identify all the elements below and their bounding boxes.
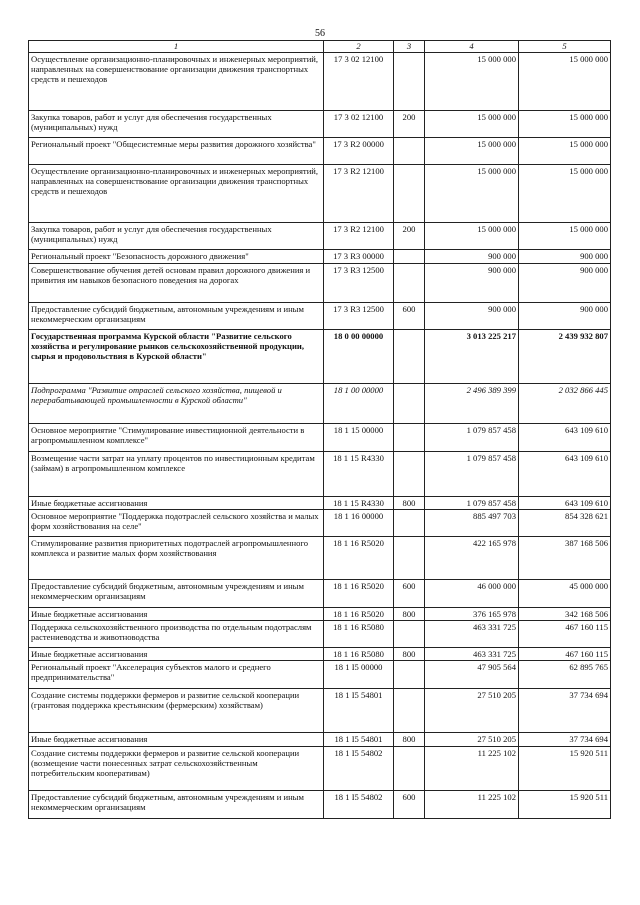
table-row — [29, 165, 611, 223]
row-expense-type-cell: 800 — [394, 733, 425, 747]
header-cell-vr: 3 — [394, 41, 425, 53]
table-row — [29, 791, 611, 819]
row-amount-year1-cell: 1 079 857 458 — [425, 452, 519, 497]
table-row — [29, 303, 611, 330]
row-name-cell: Иные бюджетные ассигнования — [29, 608, 324, 621]
row-name-cell: Осуществление организационно-планировочных и инженерных мероприятий, направленных на совершенствование организации движения транспортных средств и пешеходов — [29, 53, 324, 111]
table-row — [29, 689, 611, 733]
table-row — [29, 661, 611, 689]
row-name-cell: Региональный проект "Общесистемные меры развития дорожного хозяйства" — [29, 138, 324, 165]
row-code-cell: 18 1 15 R4330 — [324, 452, 394, 497]
row-expense-type-cell — [394, 537, 425, 580]
budget-table-body — [29, 41, 611, 819]
row-code-cell: 18 1 I5 54801 — [324, 733, 394, 747]
row-amount-year1-cell: 15 000 000 — [425, 53, 519, 111]
row-code-cell: 17 3 R2 12100 — [324, 165, 394, 223]
row-name-cell: Закупка товаров, работ и услуг для обеспечения государственных (муниципальных) нужд — [29, 111, 324, 138]
row-amount-year2-cell: 643 109 610 — [519, 424, 611, 452]
row-expense-type-cell — [394, 264, 425, 303]
row-expense-type-cell: 800 — [394, 648, 425, 661]
row-amount-year2-cell: 45 000 000 — [519, 580, 611, 608]
row-name-cell: Предоставление субсидий бюджетным, автономным учреждениям и иным некоммерческим организациям — [29, 580, 324, 608]
row-expense-type-cell — [394, 510, 425, 537]
row-amount-year1-cell: 27 510 205 — [425, 733, 519, 747]
row-amount-year2-cell: 643 109 610 — [519, 452, 611, 497]
row-code-cell: 18 1 16 R5080 — [324, 621, 394, 648]
table-row — [29, 537, 611, 580]
row-amount-year1-cell: 422 165 978 — [425, 537, 519, 580]
table-row — [29, 608, 611, 621]
row-amount-year1-cell: 463 331 725 — [425, 621, 519, 648]
row-amount-year2-cell: 15 000 000 — [519, 111, 611, 138]
row-expense-type-cell — [394, 689, 425, 733]
table-row — [29, 330, 611, 384]
row-name-cell: Создание системы поддержки фермеров и развитие сельской кооперации (грантовая поддержка крестьянским (фермерским) хозяйствам) — [29, 689, 324, 733]
row-amount-year2-cell: 900 000 — [519, 264, 611, 303]
row-expense-type-cell — [394, 424, 425, 452]
row-amount-year1-cell: 27 510 205 — [425, 689, 519, 733]
row-amount-year2-cell: 342 168 506 — [519, 608, 611, 621]
row-expense-type-cell — [394, 384, 425, 424]
row-name-cell: Предоставление субсидий бюджетным, автономным учреждениям и иным некоммерческим организациям — [29, 303, 324, 330]
header-cell-name: 1 — [29, 41, 324, 53]
row-name-cell: Стимулирование развития приоритетных подотраслей агропромышленного комплекса и развитие малых форм хозяйствования — [29, 537, 324, 580]
row-name-cell: Поддержка сельскохозяйственного производства по отдельным подотраслям растениеводства и животноводства — [29, 621, 324, 648]
row-code-cell: 18 1 15 R4330 — [324, 497, 394, 510]
row-expense-type-cell — [394, 621, 425, 648]
row-expense-type-cell: 800 — [394, 497, 425, 510]
row-amount-year2-cell: 15 000 000 — [519, 53, 611, 111]
row-amount-year1-cell: 11 225 102 — [425, 791, 519, 819]
row-amount-year1-cell: 885 497 703 — [425, 510, 519, 537]
row-expense-type-cell — [394, 747, 425, 791]
row-amount-year1-cell: 46 000 000 — [425, 580, 519, 608]
row-name-cell: Региональный проект "Безопасность дорожного движения" — [29, 250, 324, 264]
row-amount-year2-cell: 37 734 694 — [519, 689, 611, 733]
row-code-cell: 18 1 I5 54801 — [324, 689, 394, 733]
row-code-cell: 18 1 I5 00000 — [324, 661, 394, 689]
row-code-cell: 18 1 I5 54802 — [324, 791, 394, 819]
row-name-cell: Иные бюджетные ассигнования — [29, 733, 324, 747]
page-number: 56 — [315, 28, 325, 39]
row-code-cell: 17 3 R2 00000 — [324, 138, 394, 165]
row-name-cell: Государственная программа Курской области "Развитие сельского хозяйства и регулирование рынков сельскохозяйственной продукции, сырья и продовольствия в Курской области" — [29, 330, 324, 384]
row-amount-year2-cell: 2 032 866 445 — [519, 384, 611, 424]
row-code-cell: 18 1 16 R5020 — [324, 537, 394, 580]
row-name-cell: Предоставление субсидий бюджетным, автономным учреждениям и иным некоммерческим организациям — [29, 791, 324, 819]
row-amount-year2-cell: 900 000 — [519, 250, 611, 264]
header-cell-year2: 5 — [519, 41, 611, 53]
row-amount-year1-cell: 3 013 225 217 — [425, 330, 519, 384]
row-code-cell: 17 3 02 12100 — [324, 53, 394, 111]
row-expense-type-cell — [394, 452, 425, 497]
row-amount-year1-cell: 15 000 000 — [425, 111, 519, 138]
row-name-cell: Подпрограмма "Развитие отраслей сельского хозяйства, пищевой и перерабатывающей промышленности в Курской области" — [29, 384, 324, 424]
row-amount-year1-cell: 1 079 857 458 — [425, 424, 519, 452]
table-row — [29, 510, 611, 537]
row-amount-year2-cell: 15 000 000 — [519, 138, 611, 165]
row-expense-type-cell: 600 — [394, 580, 425, 608]
table-row — [29, 580, 611, 608]
row-name-cell: Региональный проект "Акселерация субъектов малого и среднего предпринимательства" — [29, 661, 324, 689]
row-amount-year2-cell: 15 000 000 — [519, 223, 611, 250]
row-code-cell: 18 1 15 00000 — [324, 424, 394, 452]
table-row — [29, 264, 611, 303]
table-row — [29, 733, 611, 747]
row-expense-type-cell — [394, 138, 425, 165]
row-amount-year2-cell: 15 920 511 — [519, 791, 611, 819]
row-code-cell: 18 1 00 00000 — [324, 384, 394, 424]
row-code-cell: 18 1 16 R5020 — [324, 580, 394, 608]
table-row — [29, 223, 611, 250]
row-amount-year2-cell: 467 160 115 — [519, 621, 611, 648]
row-expense-type-cell — [394, 53, 425, 111]
row-amount-year2-cell: 854 328 621 — [519, 510, 611, 537]
row-expense-type-cell: 600 — [394, 791, 425, 819]
row-amount-year1-cell: 15 000 000 — [425, 138, 519, 165]
table-row — [29, 111, 611, 138]
row-expense-type-cell — [394, 250, 425, 264]
row-amount-year1-cell: 900 000 — [425, 264, 519, 303]
table-row — [29, 138, 611, 165]
row-amount-year1-cell: 11 225 102 — [425, 747, 519, 791]
table-row — [29, 621, 611, 648]
row-amount-year1-cell: 463 331 725 — [425, 648, 519, 661]
row-amount-year2-cell: 643 109 610 — [519, 497, 611, 510]
row-name-cell: Иные бюджетные ассигнования — [29, 497, 324, 510]
budget-table — [28, 40, 611, 819]
row-name-cell: Осуществление организационно-планировочных и инженерных мероприятий, направленных на совершенствование организации движения транспортных средств и пешеходов — [29, 165, 324, 223]
row-name-cell: Создание системы поддержки фермеров и развитие сельской кооперации (возмещение части понесенных затрат сельскохозяйственным потребительским кооперативам) — [29, 747, 324, 791]
row-amount-year2-cell: 387 168 506 — [519, 537, 611, 580]
row-amount-year1-cell: 900 000 — [425, 250, 519, 264]
table-row — [29, 648, 611, 661]
row-code-cell: 18 0 00 00000 — [324, 330, 394, 384]
table-row — [29, 424, 611, 452]
row-amount-year2-cell: 15 920 511 — [519, 747, 611, 791]
row-amount-year1-cell: 15 000 000 — [425, 223, 519, 250]
row-name-cell: Закупка товаров, работ и услуг для обеспечения государственных (муниципальных) нужд — [29, 223, 324, 250]
row-name-cell: Возмещение части затрат на уплату процентов по инвестиционным кредитам (займам) в агропромышленном комплексе — [29, 452, 324, 497]
row-expense-type-cell: 800 — [394, 608, 425, 621]
row-code-cell: 18 1 16 R5080 — [324, 648, 394, 661]
table-row — [29, 53, 611, 111]
row-amount-year1-cell: 900 000 — [425, 303, 519, 330]
row-amount-year1-cell: 1 079 857 458 — [425, 497, 519, 510]
table-header-row — [29, 41, 611, 53]
row-code-cell: 17 3 R3 12500 — [324, 303, 394, 330]
row-name-cell: Совершенствование обучения детей основам правил дорожного движения и привития им навыков безопасного поведения на дорогах — [29, 264, 324, 303]
row-amount-year1-cell: 2 496 389 399 — [425, 384, 519, 424]
row-expense-type-cell — [394, 661, 425, 689]
row-code-cell: 17 3 R3 00000 — [324, 250, 394, 264]
row-code-cell: 18 1 I5 54802 — [324, 747, 394, 791]
row-amount-year2-cell: 62 895 765 — [519, 661, 611, 689]
row-amount-year1-cell: 376 165 978 — [425, 608, 519, 621]
row-expense-type-cell — [394, 330, 425, 384]
row-expense-type-cell: 600 — [394, 303, 425, 330]
row-name-cell: Основное мероприятие "Стимулирование инвестиционной деятельности в агропромышленном комплексе" — [29, 424, 324, 452]
row-amount-year2-cell: 15 000 000 — [519, 165, 611, 223]
row-amount-year2-cell: 37 734 694 — [519, 733, 611, 747]
header-cell-year1: 4 — [425, 41, 519, 53]
row-code-cell: 17 3 R3 12500 — [324, 264, 394, 303]
row-code-cell: 18 1 16 R5020 — [324, 608, 394, 621]
row-amount-year2-cell: 900 000 — [519, 303, 611, 330]
table-row — [29, 497, 611, 510]
row-amount-year2-cell: 2 439 932 807 — [519, 330, 611, 384]
table-row — [29, 384, 611, 424]
row-amount-year1-cell: 47 905 564 — [425, 661, 519, 689]
table-row — [29, 452, 611, 497]
table-row — [29, 747, 611, 791]
header-cell-code: 2 — [324, 41, 394, 53]
row-name-cell: Основное мероприятие "Поддержка подотраслей сельского хозяйства и малых форм хозяйствования на селе" — [29, 510, 324, 537]
row-code-cell: 18 1 16 00000 — [324, 510, 394, 537]
row-amount-year1-cell: 15 000 000 — [425, 165, 519, 223]
row-expense-type-cell: 200 — [394, 111, 425, 138]
row-code-cell: 17 3 R2 12100 — [324, 223, 394, 250]
table-row — [29, 250, 611, 264]
row-amount-year2-cell: 467 160 115 — [519, 648, 611, 661]
row-name-cell: Иные бюджетные ассигнования — [29, 648, 324, 661]
row-code-cell: 17 3 02 12100 — [324, 111, 394, 138]
row-expense-type-cell: 200 — [394, 223, 425, 250]
row-expense-type-cell — [394, 165, 425, 223]
